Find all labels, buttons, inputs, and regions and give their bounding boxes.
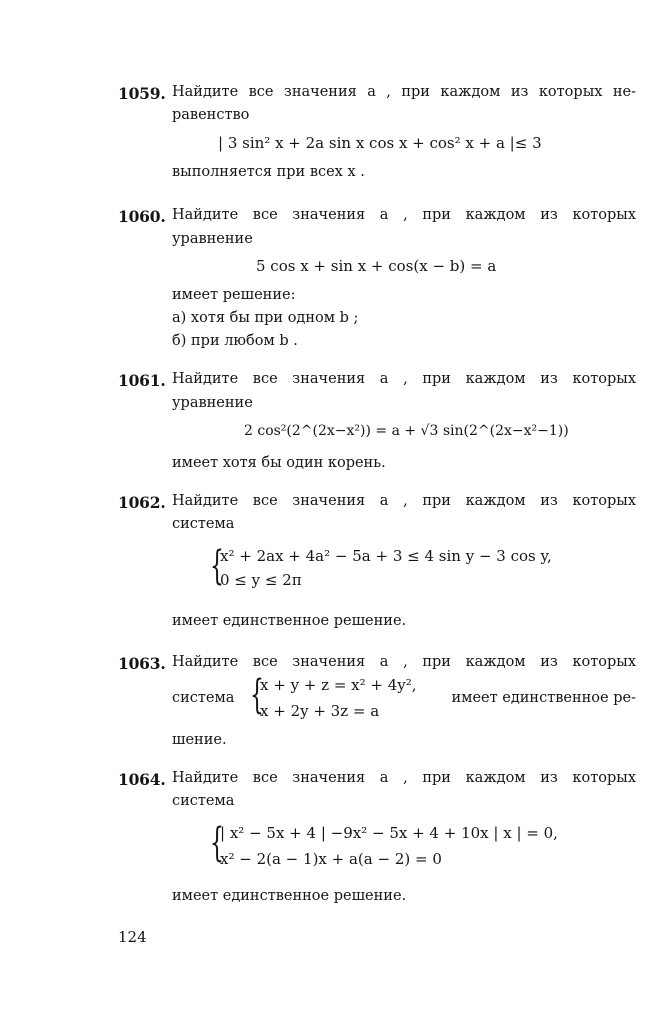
problem-text: Найдите все значения a , при каждом из которых: [172, 207, 636, 223]
problem-text: Найдите все значения a , при каждом из которых: [172, 654, 636, 670]
problem-text: а) хотя бы при одном b ;: [172, 310, 359, 326]
problem-number: 1064.: [118, 770, 166, 789]
problem-number: 1063.: [118, 654, 166, 673]
problem-text: Найдите все значения a , при каждом из которых: [172, 770, 636, 786]
page-number: 124: [118, 928, 147, 946]
formula: | 3 sin² x + 2a sin x cos x + cos² x + a |≤ 3: [218, 134, 542, 152]
problem-1064: [118, 770, 636, 910]
problem-text: выполняется при всех x .: [172, 164, 365, 180]
problem-number: 1061.: [118, 371, 166, 390]
problem-text: уравнение: [172, 395, 253, 411]
problem-text: Найдите все значения a , при каждом из которых: [172, 371, 636, 387]
problem-text: равенство: [172, 107, 250, 123]
brace-icon: {: [210, 820, 224, 866]
problem-text: б) при любом b .: [172, 333, 298, 349]
problem-1059: [118, 84, 636, 194]
formula: 5 cos x + sin x + cos(x − b) = a: [256, 257, 497, 275]
system-row: | x² − 5x + 4 | −9x² − 5x + 4 + 10x | x | = 0,: [220, 824, 558, 842]
problem-text: имеет единственное решение.: [172, 613, 407, 629]
problem-text: Найдите все значения a , при каждом из которых не-: [172, 84, 636, 100]
problem-text: имеет хотя бы один корень.: [172, 455, 386, 471]
problem-text: шение.: [172, 732, 227, 748]
problem-number: 1060.: [118, 207, 166, 226]
problem-text: имеет единственное ре-: [451, 690, 636, 706]
system-row: 0 ≤ y ≤ 2π: [220, 571, 302, 589]
problem-text: Найдите все значения a , при каждом из которых: [172, 493, 636, 509]
problem-1062: [118, 493, 636, 633]
problem-number: 1062.: [118, 493, 166, 512]
problem-text: система: [172, 516, 235, 532]
problem-text: система: [172, 690, 235, 706]
problem-number: 1059.: [118, 84, 166, 103]
problem-text: имеет решение:: [172, 287, 296, 303]
problem-1063: [118, 654, 636, 754]
system-row: x + 2y + 3z = a: [260, 702, 380, 720]
brace-icon: {: [210, 543, 224, 589]
system-row: x + y + z = x² + 4y²,: [260, 676, 417, 694]
brace-icon: {: [250, 672, 264, 718]
problem-text: уравнение: [172, 231, 253, 247]
system-row: x² + 2ax + 4a² − 5a + 3 ≤ 4 sin y − 3 cos y,: [220, 547, 552, 565]
formula: 2 cos²(2^(2x−x²)) = a + √3 sin(2^(2x−x²−1)): [244, 423, 569, 439]
problem-text: имеет единственное решение.: [172, 888, 407, 904]
problem-1060: [118, 207, 636, 357]
problem-text: система: [172, 793, 235, 809]
system-row: x² − 2(a − 1)x + a(a − 2) = 0: [220, 850, 442, 868]
problem-1061: [118, 371, 636, 481]
